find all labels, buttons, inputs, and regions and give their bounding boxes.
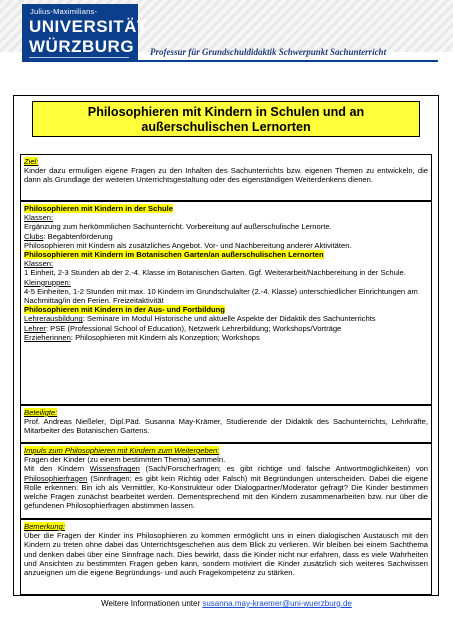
professur-title: Professur für Grundschuldidaktik Schwerpunkt Sachunterricht xyxy=(150,47,387,57)
philosophierfragen-term: Philosophierfragen xyxy=(24,473,88,483)
lehrer-text: : PSE (Professional School of Education), Netzwerk Lehrerbildung; Workshops/Vorträge xyxy=(45,323,342,333)
kleingruppen-text: 4-5 Einheiten, 1-2 Stunden mit max. 10 Kindern im Grundschulalter (2.-4. Klasse) unterschiedlicher Einrichtungen am Nachmittag/in den Ferien. Freizeitaktivität xyxy=(24,286,418,306)
ziel-heading: Ziel: xyxy=(24,157,39,166)
section-beteiligte xyxy=(20,405,432,443)
section-bemerkung xyxy=(20,519,432,595)
impuls-text-c: (Sinnfragen; es gibt kein Richtig oder Falsch) mit Begründungen unterscheiden. Dabei die eigene Rolle erkennen: Bin ich als Vermittler, Ko-Konstrukteur oder Dialogpartner/Moderator gefragt? Die Kinder bestimmen welche Fragen zunächst bearbeitet werden. Dementsprechend mit den Kindern zusammenarbeiten bzw. nur über die gefundenen Philosophierfragen abstimmen lassen. xyxy=(24,473,428,511)
logo-line-1: UNIVERSITÄT xyxy=(29,17,148,36)
wissensfragen-term: Wissensfragen xyxy=(89,464,140,474)
page-title xyxy=(33,102,419,135)
lehrerausbildung-label: Lehrerausbildung xyxy=(24,314,83,324)
erzieherinnen-text: : Philosophieren mit Kindern als Konzeption; Workshops xyxy=(70,332,260,342)
title-line-2: außerschulischen Lernorten xyxy=(141,120,311,134)
page-header xyxy=(0,0,453,78)
beteiligte-text: Prof. Andreas Nießeler, Dipl.Päd. Susanna May-Krämer, Studierende der Didaktik des Sachunterrichts, Lehrkräfte, Mitarbeiter des Botanischen Gartens. xyxy=(24,417,428,436)
section-formate xyxy=(20,201,432,405)
beteiligte-heading: Beteiligte: xyxy=(24,408,58,417)
fortbildung-heading: Philosophieren mit Kindern in der Aus- und Fortbildung xyxy=(24,305,225,315)
garten-heading: Philosophieren mit Kindern im Botanischen Garten/an außerschulischen Lernorten xyxy=(24,250,324,260)
clubs-label: Clubs xyxy=(24,231,44,241)
erzieherinnen-label: Erzieherinnen xyxy=(24,332,71,342)
impuls-heading: Impuls zum Philosophieren mit Kindern zum Weitergeben: xyxy=(24,446,220,455)
logo-line-2: WÜRZBURG xyxy=(29,37,135,56)
lehrer-label: Lehrer xyxy=(24,323,46,333)
garten-klassen-text: 1 Einheit, 2-3 Stunden ab der 2.-4. Klasse im Botanischen Garten. Ggf. Weiterarbeit/Nachbereitung in der Schule. xyxy=(24,268,406,278)
logo-small-text: Julius-Maximilians- xyxy=(30,7,98,16)
garten-klassen-label: Klassen: xyxy=(24,259,54,269)
schule-klassen-label: Klassen: xyxy=(24,213,54,223)
contact-email-link[interactable]: susanna.may-kraemer@uni-wuerzburg.de xyxy=(202,599,352,608)
bemerkung-text: Über die Fragen der Kinder ins Philosophieren zu kommen ermöglicht uns in einen dialogischen Austausch mit den Kindern zu treten ohne dabei das Unterrichtsgeschehen aus dem Blick zu verlieren. Wir bleiben bei einem Sachthema und denken dabei über eine Sinnfrage nach. Dies bewirkt, dass die Kinder nicht nur erfahren, dass es viele Wahrheiten und Ansichten zu bestimmten Fragen geben kann, sondern motiviert die Kinder zusätzlich sich weiteres Sachwissen anzueignen um die eigene Begründungs- und auch Fragekompetenz zu stärken. xyxy=(24,531,428,578)
header-rule xyxy=(138,60,438,62)
logo-divider xyxy=(29,57,129,58)
impuls-line-1: Fragen der Kinder (zu einem bestimmten Thema) sammeln. xyxy=(24,455,226,465)
lehrerausbildung-text: : Seminare im Modul Historische und aktuelle Aspekte der Didaktik des Sachunterrichts xyxy=(82,314,376,324)
bemerkung-heading: Bemerkung: xyxy=(24,522,65,531)
content-frame xyxy=(13,95,439,596)
footer-text: Weitere Informationen unter xyxy=(101,599,203,608)
clubs-text-2: Philosophieren mit Kindern als zusätzliches Angebot. Vor- und Nachbereitung anderer Aktivitäten. xyxy=(24,240,352,250)
title-line-1: Philosophieren mit Kindern in Schulen und an xyxy=(87,105,365,119)
kleingruppen-label: Kleingruppen: xyxy=(24,277,71,287)
section-impuls xyxy=(20,443,432,519)
clubs-text: : Begabtenförderung xyxy=(43,231,113,241)
impuls-text-a: Mit den Kindern xyxy=(24,464,90,474)
ziel-text: Kinder dazu ermuligen eigene Fragen zu den Inhalten des Sachunterrichts bzw. eigenen Themen zu entwickeln, die dann als Grundlage der weiteren Unterrichtsgestaltung oder des eigenständigen Weiterdenkens dienen. xyxy=(24,166,428,185)
section-ziel xyxy=(20,154,432,201)
schule-klassen-text: Ergänzung zum herkömmlichen Sachunterricht. Vorbereitung auf außerschulische Lernorte. xyxy=(24,222,332,232)
title-box xyxy=(32,101,420,137)
impuls-text-b: (Sach/Forscherfragen; es gibt richtige und falsche Antwortmöglichkeiten) von xyxy=(139,464,428,474)
schule-heading: Philosophieren mit Kindern in der Schule xyxy=(24,204,173,213)
page-footer xyxy=(0,599,453,608)
university-logo[interactable] xyxy=(22,4,148,62)
